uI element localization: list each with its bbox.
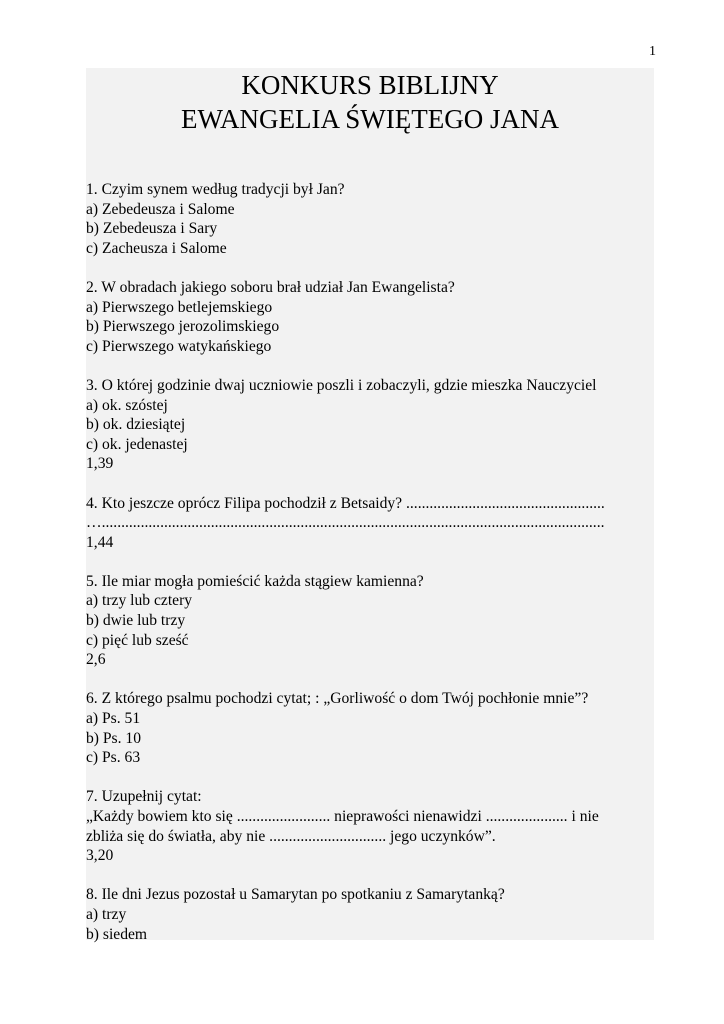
answer-option: a) Ps. 51 [86, 710, 141, 728]
spacer [86, 670, 654, 690]
spacer [86, 474, 654, 494]
answer-option: c) Pierwszego watykańskiego [86, 337, 272, 355]
verse-reference: 1,39 [86, 455, 114, 473]
verse-reference: 3,20 [86, 847, 114, 865]
answer-option: a) Zebedeusza i Salome [86, 200, 235, 218]
answer-option: b) dwie lub trzy [86, 612, 186, 630]
quote-line: zbliża się do światła, aby nie .............................. jego uczynków”. [86, 827, 496, 845]
question-text: 6. Z którego psalmu pochodzi cytat; : „Gorliwość o dom Twój pochłonie mnie”? [86, 690, 589, 708]
spacer [86, 768, 654, 788]
question-list [86, 180, 654, 944]
question-text: 4. Kto jeszcze oprócz Filipa pochodził z Betsaidy? ................................................... [86, 494, 605, 512]
page-number: 1 [649, 44, 656, 59]
question-block [86, 689, 654, 767]
title-line-2: EWANGELIA ŚWIĘTEGO JANA [181, 104, 559, 134]
question-text: 3. O której godzinie dwaj uczniowie poszli i zobaczyli, gdzie mieszka Nauczyciel [86, 376, 597, 394]
question-text: 2. W obradach jakiego soboru brał udział Jan Ewangelista? [86, 278, 455, 296]
answer-option: c) Zacheusza i Salome [86, 239, 227, 257]
spacer [86, 258, 654, 278]
question-block [86, 787, 654, 865]
spacer [86, 356, 654, 376]
quiz-sheet [86, 68, 654, 943]
title-line-1: KONKURS BIBLIJNY [241, 70, 499, 100]
verse-reference: 2,6 [86, 651, 106, 669]
answer-option: c) ok. jedenastej [86, 435, 188, 453]
spacer [86, 552, 654, 572]
answer-option: b) ok. dziesiątej [86, 416, 186, 434]
answer-option: a) trzy lub cztery [86, 592, 193, 610]
quote-line: „Każdy bowiem kto się ........................ nieprawości nienawidzi ..................... i nie [86, 808, 599, 825]
document-title [86, 68, 654, 136]
question-block [86, 885, 654, 944]
answer-option: b) Ps. 10 [86, 729, 142, 747]
question-block [86, 376, 654, 474]
answer-option: b) Pierwszego jerozolimskiego [86, 318, 280, 336]
answer-option: a) ok. szóstej [86, 396, 168, 414]
answer-option: c) Ps. 63 [86, 749, 141, 767]
question-text: 1. Czyim synem według tradycji był Jan? [86, 181, 345, 198]
answer-option: b) siedem [86, 925, 148, 943]
question-block [86, 494, 654, 553]
answer-blank: …................................................................................................................................. [86, 514, 605, 532]
question-block [86, 180, 654, 258]
answer-option: a) Pierwszego betlejemskiego [86, 298, 273, 316]
answer-option: b) Zebedeusza i Sary [86, 220, 218, 238]
question-text: 5. Ile miar mogła pomieścić każda stągiew kamienna? [86, 572, 424, 590]
question-block [86, 572, 654, 670]
spacer [86, 866, 654, 886]
question-text: 7. Uzupełnij cytat: [86, 788, 202, 806]
answer-option: c) pięć lub sześć [86, 631, 189, 649]
verse-reference: 1,44 [86, 533, 114, 551]
answer-option: a) trzy [86, 905, 127, 923]
question-text: 8. Ile dni Jezus pozostał u Samarytan po spotkaniu z Samarytanką? [86, 886, 505, 904]
question-block [86, 278, 654, 356]
